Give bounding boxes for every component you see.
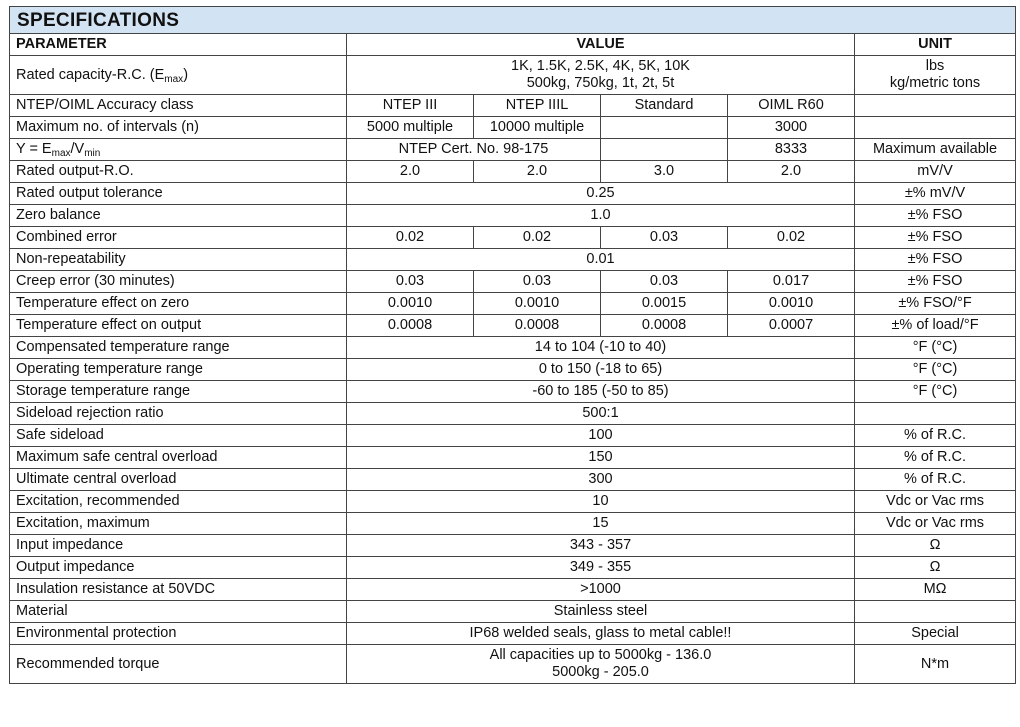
row-value: 0.01	[347, 249, 855, 271]
row-label: Creep error (30 minutes)	[10, 271, 347, 293]
rated-capacity-row	[10, 56, 1016, 95]
row-label: Temperature effect on zero	[10, 293, 347, 315]
row-unit: ±% FSO/°F	[855, 293, 1016, 315]
row-label: Non-repeatability	[10, 249, 347, 271]
row-label: NTEP/OIML Accuracy class	[10, 95, 347, 117]
row-label: Maximum no. of intervals (n)	[10, 117, 347, 139]
row-label: Recommended torque	[10, 645, 347, 684]
row-label: Sideload rejection ratio	[10, 403, 347, 425]
specifications-table	[9, 6, 1016, 684]
output-impedance-row	[10, 557, 1016, 579]
row-label: Excitation, recommended	[10, 491, 347, 513]
row-value: 1K, 1.5K, 2.5K, 4K, 5K, 10K 500kg, 750kg, 1t, 2t, 5t	[347, 56, 855, 95]
sideload-rejection-ratio-row	[10, 403, 1016, 425]
row-value: 0.0010	[347, 293, 474, 315]
row-label: Safe sideload	[10, 425, 347, 447]
row-label: Excitation, maximum	[10, 513, 347, 535]
row-value: 150	[347, 447, 855, 469]
row-value: 0.0007	[728, 315, 855, 337]
recommended-torque-row	[10, 645, 1016, 684]
y-ratio-row	[10, 139, 1016, 161]
row-unit	[855, 601, 1016, 623]
row-unit: MΩ	[855, 579, 1016, 601]
row-label: Operating temperature range	[10, 359, 347, 381]
row-value: 100	[347, 425, 855, 447]
row-unit	[855, 403, 1016, 425]
row-value: -60 to 185 (-50 to 85)	[347, 381, 855, 403]
row-unit: % of R.C.	[855, 425, 1016, 447]
ntep-cert-value: NTEP Cert. No. 98-175	[347, 139, 601, 161]
rated-output-r-o-row	[10, 161, 1016, 183]
accuracy-class-row	[10, 95, 1016, 117]
row-value: 0.0010	[728, 293, 855, 315]
row-value: 0.0008	[601, 315, 728, 337]
row-unit: ±% FSO	[855, 249, 1016, 271]
row-label: Maximum safe central overload	[10, 447, 347, 469]
non-repeatability-row	[10, 249, 1016, 271]
row-value: 1.0	[347, 205, 855, 227]
row-value	[601, 117, 728, 139]
row-value: 3000	[728, 117, 855, 139]
combined-error-row	[10, 227, 1016, 249]
row-value: 0.02	[728, 227, 855, 249]
compensated-temperature-range-row	[10, 337, 1016, 359]
row-label: $Y = E_{max}/V_{min}$	[10, 139, 347, 161]
row-unit: mV/V	[855, 161, 1016, 183]
row-unit: ±% FSO	[855, 271, 1016, 293]
row-label: Temperature effect on output	[10, 315, 347, 337]
row-unit: % of R.C.	[855, 469, 1016, 491]
operating-temperature-range-row	[10, 359, 1016, 381]
row-unit: N*m	[855, 645, 1016, 684]
row-label: Rated output-R.O.	[10, 161, 347, 183]
row-unit: Ω	[855, 557, 1016, 579]
row-value: 2.0	[728, 161, 855, 183]
row-unit: % of R.C.	[855, 447, 1016, 469]
row-value: 500:1	[347, 403, 855, 425]
value-header: VALUE	[347, 34, 855, 56]
row-unit: Vdc or Vac rms	[855, 513, 1016, 535]
row-value: 2.0	[474, 161, 601, 183]
ultimate-central-overload-row	[10, 469, 1016, 491]
row-value: 300	[347, 469, 855, 491]
environmental-protection-row	[10, 623, 1016, 645]
row-unit	[855, 95, 1016, 117]
row-value: 0.02	[474, 227, 601, 249]
row-label: Compensated temperature range	[10, 337, 347, 359]
row-value: 0.017	[728, 271, 855, 293]
row-label: Environmental protection	[10, 623, 347, 645]
row-label: Insulation resistance at 50VDC	[10, 579, 347, 601]
row-value: 14 to 104 (-10 to 40)	[347, 337, 855, 359]
row-value: 0.0015	[601, 293, 728, 315]
row-label: Output impedance	[10, 557, 347, 579]
parameter-header: PARAMETER	[10, 34, 347, 56]
row-value: 2.0	[347, 161, 474, 183]
row-unit: °F (°C)	[855, 359, 1016, 381]
row-value: 343 - 357	[347, 535, 855, 557]
row-unit: °F (°C)	[855, 337, 1016, 359]
excitation-recommended-row	[10, 491, 1016, 513]
row-value: 349 - 355	[347, 557, 855, 579]
row-value: >1000	[347, 579, 855, 601]
temperature-effect-on-output-row	[10, 315, 1016, 337]
row-value: 0.0010	[474, 293, 601, 315]
row-value: 0.03	[601, 271, 728, 293]
row-value: 0.0008	[347, 315, 474, 337]
unit-header: UNIT	[855, 34, 1016, 56]
row-value: 15	[347, 513, 855, 535]
row-value: NTEP III	[347, 95, 474, 117]
row-value: 10000 multiple	[474, 117, 601, 139]
row-value: IP68 welded seals, glass to metal cable!!	[347, 623, 855, 645]
row-unit: Special	[855, 623, 1016, 645]
row-label: Input impedance	[10, 535, 347, 557]
insulation-resistance-at-50vdc-row	[10, 579, 1016, 601]
zero-balance-row	[10, 205, 1016, 227]
row-value: Stainless steel	[347, 601, 855, 623]
row-unit: Vdc or Vac rms	[855, 491, 1016, 513]
row-label: Rated capacity-R.C. $(E_{max})$	[10, 56, 347, 95]
row-value: All capacities up to 5000kg - 136.0 5000kg - 205.0	[347, 645, 855, 684]
row-unit: ±% of load/°F	[855, 315, 1016, 337]
temperature-effect-on-zero-row	[10, 293, 1016, 315]
material-row	[10, 601, 1016, 623]
row-unit: ±% FSO	[855, 227, 1016, 249]
row-value: Standard	[601, 95, 728, 117]
row-value: 10	[347, 491, 855, 513]
row-value: 8333	[728, 139, 855, 161]
row-label: Combined error	[10, 227, 347, 249]
row-value: 0.03	[347, 271, 474, 293]
creep-error-30-minutes-row	[10, 271, 1016, 293]
storage-temperature-range-row	[10, 381, 1016, 403]
row-value: 0 to 150 (-18 to 65)	[347, 359, 855, 381]
row-unit: Maximum available	[855, 139, 1016, 161]
row-unit: ±% FSO	[855, 205, 1016, 227]
row-value: 3.0	[601, 161, 728, 183]
row-value: 0.03	[474, 271, 601, 293]
row-value: 0.0008	[474, 315, 601, 337]
row-value: NTEP IIIL	[474, 95, 601, 117]
row-unit	[855, 117, 1016, 139]
row-value	[601, 139, 728, 161]
row-unit: ±% mV/V	[855, 183, 1016, 205]
row-unit: lbs kg/metric tons	[855, 56, 1016, 95]
max-intervals-row	[10, 117, 1016, 139]
maximum-safe-central-overload-row	[10, 447, 1016, 469]
row-label: Zero balance	[10, 205, 347, 227]
row-unit: Ω	[855, 535, 1016, 557]
row-label: Material	[10, 601, 347, 623]
row-value: 5000 multiple	[347, 117, 474, 139]
excitation-maximum-row	[10, 513, 1016, 535]
row-label: Rated output tolerance	[10, 183, 347, 205]
row-value: 0.02	[347, 227, 474, 249]
safe-sideload-row	[10, 425, 1016, 447]
rated-output-tolerance-row	[10, 183, 1016, 205]
row-value: 0.03	[601, 227, 728, 249]
row-value: OIML R60	[728, 95, 855, 117]
row-label: Ultimate central overload	[10, 469, 347, 491]
specifications-title: SPECIFICATIONS	[10, 7, 1016, 34]
row-value: 0.25	[347, 183, 855, 205]
input-impedance-row	[10, 535, 1016, 557]
row-label: Storage temperature range	[10, 381, 347, 403]
spec-rows	[10, 56, 1016, 684]
row-unit: °F (°C)	[855, 381, 1016, 403]
